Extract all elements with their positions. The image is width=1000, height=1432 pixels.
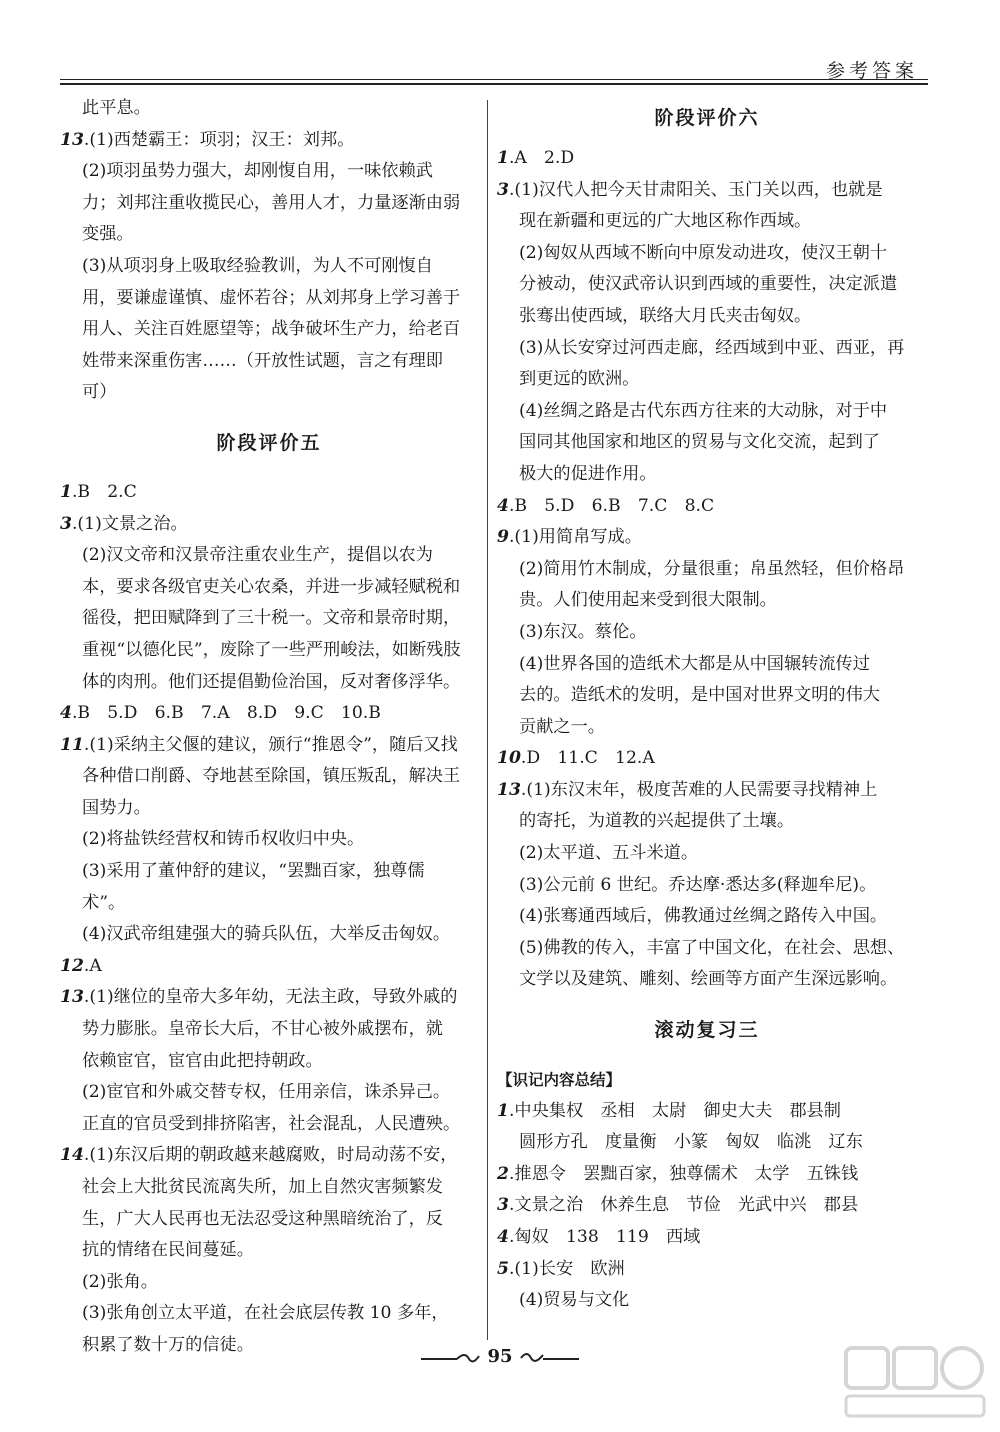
answer-line [60,667,478,699]
answer-text: (2)张角。 [82,1271,158,1292]
answer-line [60,1204,478,1236]
answer-line [497,838,917,870]
question-number: 3 [60,513,72,534]
answer-text: .推恩令 罢黜百家，独尊儒术 太学 五铢钱 [508,1163,859,1184]
right-column [497,93,917,1317]
answer-logo-watermark-icon [840,1344,990,1422]
answer-line [497,901,917,933]
answer-line [60,1046,478,1078]
answer-text: .文景之治 休养生息 节俭 光武中兴 郡县 [508,1195,859,1216]
answer-text: 到更远的欧洲。 [519,369,640,390]
answer-text: .(1)东汉末年，极度苦难的人民需要寻找精神上 [520,779,878,800]
answer-text: .D 11.C 12.A [520,748,655,769]
answer-line [60,314,478,346]
answer-line [497,585,917,617]
answer-line [497,806,917,838]
answer-line [497,427,917,459]
answer-line [60,93,478,125]
answer-item [60,125,478,157]
answer-text: 去的。造纸术的发明，是中国对世界文明的伟大 [519,685,880,706]
answer-text: 社会上大批贫民流离失所，加上自然灾害频繁发 [82,1177,443,1197]
answer-line [497,649,917,681]
question-number: 1 [497,148,509,168]
answer-line [497,238,917,270]
answer-text: 重视“以德化民”，废除了一些严刑峻法，如断残肢 [82,639,461,660]
answer-line [60,219,478,251]
answer-text: 用，要谦虚谨慎、虚怀若谷；从刘邦身上学习善于 [82,287,461,308]
answer-text: 徭役，把田赋降到了三十税一。文帝和景帝时期， [82,608,461,629]
section-heading: 滚动复习三 [654,1019,760,1042]
question-number: 11 [60,734,84,755]
answer-text: 本，要求各级官吏关心农桑，并进一步减轻赋税和 [82,576,461,597]
answer-item [497,743,917,775]
answer-line [497,933,917,965]
answer-text: .(1)长安 欧洲 [508,1258,625,1279]
question-number: 4 [497,1227,509,1247]
answer-line [60,188,478,220]
answer-line [497,554,917,586]
answer-text: 势力膨胀。皇帝长大后，不甘心被外戚摆布，就 [82,1019,443,1040]
answer-text: 各种借口削爵、夺地甚至除国，镇压叛乱，解决王 [82,766,461,787]
answer-text: 国势力。 [82,797,151,818]
answer-text: (2)简用竹木制成，分量很重；帛虽然轻，但价格昂 [519,558,905,579]
answer-text: (4)汉武帝组建强大的骑兵队伍，大举反击匈奴。 [82,924,451,945]
answer-line [497,364,917,396]
answer-line [60,1109,478,1141]
answer-text: 积累了数十万的信徒。 [82,1334,254,1355]
answer-line [60,1298,478,1330]
page-number: 95 [487,1346,513,1367]
answer-text: 术”。 [82,892,126,913]
question-number: 12 [60,955,84,976]
answer-line [497,269,917,301]
header-rule-thin [60,79,928,80]
question-number: 13 [60,987,84,1008]
answer-item [497,1254,917,1286]
answer-text: (3)采用了董仲舒的建议，“罢黜百家，独尊儒 [82,861,425,882]
answer-text: (4)张骞通西域后，佛教通过丝绸之路传入中国。 [519,906,888,927]
answer-text: 抗的情绪在民间蔓延。 [82,1240,254,1261]
answer-line [60,156,478,188]
answer-line [497,712,917,744]
answer-line [60,793,478,825]
answer-text: .(1)用简帛写成。 [508,527,642,548]
answer-line [60,761,478,793]
answer-line [60,1077,478,1109]
answer-text: 变强。 [82,224,134,245]
answer-text: (3)公元前 6 世纪。乔达摩·悉达多(释迦牟尼)。 [519,874,877,895]
answer-item [60,477,478,509]
answer-text: (3)张角创立太平道，在社会底层传教 10 多年， [82,1303,449,1324]
answer-text: 分被动，使汉武帝认识到西域的重要性，决定派遣 [519,274,898,295]
answer-text: (4)丝绸之路是古代东西方往来的大动脉，对于中 [519,400,888,421]
answer-text: 的寄托，为道教的兴起提供了土壤。 [519,811,795,832]
answer-text: 贵。人们使用起来受到很大限制。 [519,590,777,611]
footer-ornament-right-icon [519,1350,581,1364]
answer-line [60,824,478,856]
answer-text: .A 2.D [508,148,575,168]
answer-text: (4)世界各国的造纸术大都是从中国辗转流传过 [519,653,870,674]
answer-item [497,1096,917,1128]
answer-text: .(1)采纳主父偃的建议，颁行“推恩令”，随后又找 [83,734,458,755]
answer-text: (3)东汉。蔡伦。 [519,621,647,642]
column-divider [487,100,488,1340]
question-number: 3 [497,179,509,200]
answer-item [497,1222,917,1254]
answer-item [497,522,917,554]
answer-line [497,617,917,649]
answer-line [60,1014,478,1046]
answer-text: (2)匈奴从西域不断向中原发动进攻，使汉王朝十 [519,242,888,263]
answer-line [60,346,478,378]
answer-line [497,333,917,365]
answer-text: (4)贸易与文化 [519,1290,630,1311]
answer-line [497,680,917,712]
subsection-heading: 【识记内容总结】 [497,1070,622,1090]
answer-line [497,1127,917,1159]
question-number: 1 [60,481,72,502]
answer-item [497,491,917,523]
answer-text: .A [83,955,102,976]
answer-item [60,509,478,541]
header-rule-thick [60,83,928,85]
answer-line [60,377,478,409]
answer-line [497,964,917,996]
answer-line [60,1172,478,1204]
answer-item [60,982,478,1014]
answer-text: .中央集权 丞相 太尉 御史大夫 郡县制 [508,1100,841,1121]
answer-item [497,1190,917,1222]
answer-item [497,1159,917,1191]
answer-item [60,698,478,730]
answer-text: (3)从项羽身上吸取经验教训，为人不可刚愎自 [82,255,433,276]
question-number: 9 [497,527,509,548]
answer-text: 贡献之一。 [519,716,605,737]
answer-text: 国同其他国家和地区的贸易与文化交流，起到了 [519,432,880,453]
answer-line [60,888,478,920]
answer-item [60,1140,478,1172]
section-heading: 阶段评价五 [216,431,322,454]
answer-line [60,572,478,604]
answer-text: (2)项羽虽势力强大，却刚愎自用，一味依赖武 [82,161,433,182]
answer-text: .(1)东汉后期的朝政越来越腐败，时局动荡不安， [83,1145,458,1166]
answer-text: 文学以及建筑、雕刻、绘画等方面产生深远影响。 [519,969,898,990]
answer-text: 生，广大人民再也无法忍受这种黑暗统治了，反 [82,1208,443,1229]
answer-item [497,175,917,207]
answer-line [497,459,917,491]
answer-item [60,730,478,762]
answer-line [497,870,917,902]
answer-text: 张骞出使西域，联络大月氏夹击匈奴。 [519,305,812,326]
answer-text: 姓带来深重伤害……（开放性试题，言之有理即 [82,350,443,371]
answer-text: .B 5.D 6.B 7.A 8.D 9.C 10.B [71,703,381,724]
answer-text: 体的肉刑。他们还提倡勤俭治国，反对奢侈浮华。 [82,671,461,692]
answer-text: (2)宦官和外戚交替专权，任用亲信，诛杀异己。 [82,1082,451,1103]
answer-text: .B 5.D 6.B 7.C 8.C [508,495,715,516]
footer-ornament-left-icon [419,1350,481,1364]
answer-line [60,283,478,315]
answer-text: 依赖宦官，宦官由此把持朝政。 [82,1050,323,1071]
answer-line [60,540,478,572]
answer-line [497,301,917,333]
left-column [60,93,478,1362]
answer-text: 可） [82,382,117,403]
answer-text: (2)太平道、五斗米道。 [519,843,699,864]
answer-text: 此平息。 [82,98,151,118]
answer-text: (2)将盐铁经营权和铸币权收归中央。 [82,829,365,850]
answer-text: .(1)继位的皇帝大多年幼，无法主政，导致外戚的 [83,987,458,1008]
answer-line [497,396,917,428]
answer-line [60,251,478,283]
answer-line [60,856,478,888]
answer-text: (5)佛教的传入，丰富了中国文化，在社会、思想、 [519,937,905,958]
answer-text: .(1)文景之治。 [71,513,188,534]
section-heading: 阶段评价六 [654,107,760,129]
answer-text: .匈奴 138 119 西域 [508,1227,701,1247]
answer-text: .B 2.C [71,481,137,502]
question-number: 10 [497,748,521,769]
answer-item [497,775,917,807]
question-number: 4 [497,495,509,516]
answer-line [60,1267,478,1299]
answer-text: 力；刘邦注重收揽民心，善用人才，力量逐渐由弱 [82,192,461,213]
question-number: 13 [60,129,84,150]
answer-text: (3)从长安穿过河西走廊，经西域到中亚、西亚，再 [519,337,905,358]
question-number: 4 [60,703,72,724]
question-number: 3 [497,1195,509,1216]
answer-line [497,206,917,238]
answer-line [497,1285,917,1317]
answer-line [60,919,478,951]
page-header-title: 参考答案 [825,60,918,82]
answer-item [60,951,478,983]
answer-line [60,1235,478,1267]
answer-text: .(1)汉代人把今天甘肃阳关、玉门关以西，也就是 [508,179,883,200]
question-number: 5 [497,1258,509,1279]
answer-text: .(1)西楚霸王：项羽；汉王：刘邦。 [83,129,355,150]
answer-text: (2)汉文帝和汉景帝注重农业生产，提倡以农为 [82,545,433,566]
question-number: 13 [497,779,521,800]
answer-text: 用人、关注百姓愿望等；战争破坏生产力，给老百 [82,319,461,340]
answer-text: 正直的官员受到排挤陷害，社会混乱，人民遭殃。 [82,1113,461,1134]
answer-line [60,635,478,667]
answer-line [60,603,478,635]
question-number: 14 [60,1145,84,1166]
question-number: 2 [497,1163,509,1184]
answer-text: 极大的促进作用。 [519,463,657,484]
answer-item [497,143,917,175]
answer-text: 圆形方孔 度量衡 小篆 匈奴 临洮 辽东 [519,1132,863,1153]
answer-text: 现在新疆和更远的广大地区称作西域。 [519,211,812,232]
question-number: 1 [497,1100,509,1121]
